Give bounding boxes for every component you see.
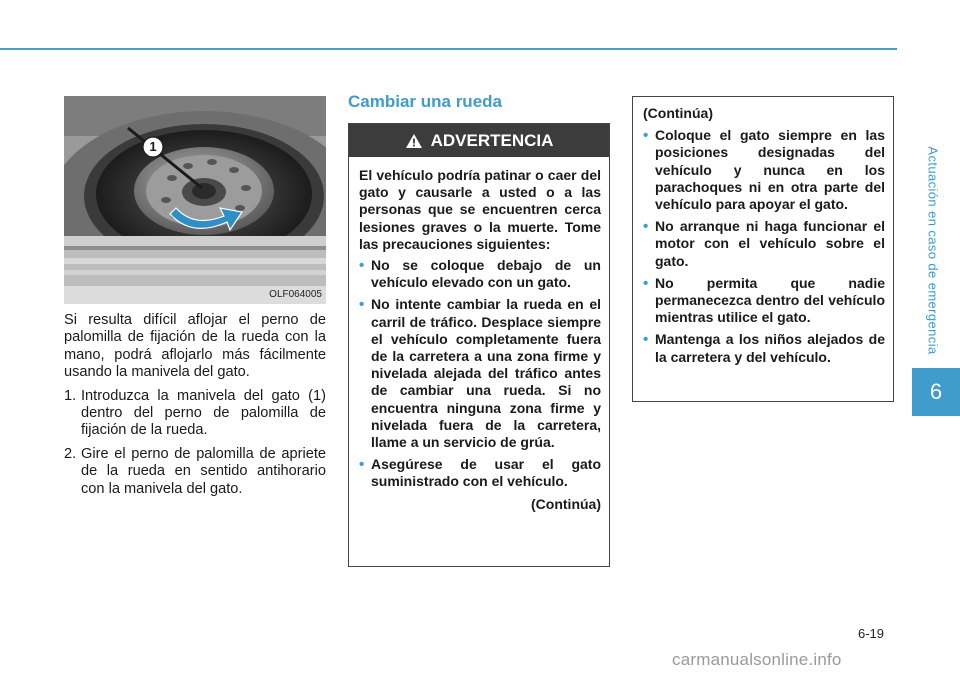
warning-bullet xyxy=(359,456,601,490)
chapter-side-title-text: Actuación en caso de emergencia xyxy=(925,145,941,355)
bullet-text: No arranque ni haga funcionar el motor con el vehículo sobre el gato. xyxy=(655,218,885,269)
bullet-dot-icon: • xyxy=(643,331,649,349)
page-number: 6-19 xyxy=(858,626,885,641)
continued-warning-box xyxy=(632,96,894,402)
step-text: Gire el perno de palomilla de apriete de la rueda en sentido antihorario con la manivela del gato. xyxy=(81,445,326,497)
top-rule xyxy=(0,48,897,50)
step-number: 2. xyxy=(64,445,77,462)
bullet-text: Asegúrese de usar el gato suministrado con el vehículo. xyxy=(371,456,601,490)
bullet-dot-icon: • xyxy=(643,274,649,292)
bullet-dot-icon: • xyxy=(643,127,649,145)
warning-triangle-icon xyxy=(405,133,423,149)
warning-bullet xyxy=(643,275,885,327)
step-number: 1. xyxy=(64,387,77,404)
warning-bullet xyxy=(643,331,885,365)
section-heading: Cambiar una rueda xyxy=(348,92,502,111)
bullet-text: Coloque el gato siempre en las posiciones designadas del vehículo y nunca en los parachoques ni en otra parte del vehículo para apoyar el gato. xyxy=(655,127,885,213)
watermark: carmanualsonline.info xyxy=(672,650,842,669)
chapter-side-title xyxy=(918,140,948,360)
bullet-text: No se coloque debajo de un vehículo elevado con un gato. xyxy=(371,257,601,291)
figure-code: OLF064005 xyxy=(64,286,326,304)
bullet-dot-icon: • xyxy=(643,218,649,236)
steps-list xyxy=(64,388,326,498)
chapter-number: 6 xyxy=(929,379,943,404)
warning-bullet xyxy=(643,127,885,213)
warning-title: ADVERTENCIA xyxy=(430,130,554,150)
warning-bullet xyxy=(359,257,601,291)
jack-handle-instructions xyxy=(64,312,326,504)
bullet-text: No intente cambiar la rueda en el carril de tráfico. Desplace siempre el vehículo completamente fuera de la carretera a una zona firme y nivelada alejada del tráfico antes de cambiar una rueda. Si no encuentra ninguna zona firme y nivelada fuera de la carretera, llame a un servicio de grúa. xyxy=(371,296,601,451)
chapter-number-tab xyxy=(912,368,960,416)
continues-label: (Continúa) xyxy=(531,495,601,512)
bullet-text: No permita que nadie permanecezca dentro del vehículo mientras utilice el gato. xyxy=(655,274,885,326)
spare-wheel-figure xyxy=(64,96,326,304)
warning-body xyxy=(349,157,609,513)
warning-box xyxy=(348,123,610,567)
intro-paragraph: Si resulta difícil aflojar el perno de palomilla de fijación de la rueda con la mano, podrá aflojarlo más fácilmente usando la manivela del gato. xyxy=(64,312,326,381)
warning-bullet xyxy=(359,296,601,451)
bullet-dot-icon: • xyxy=(359,296,365,314)
callout-number: 1 xyxy=(149,139,157,154)
continued-label: (Continúa) xyxy=(643,105,713,121)
step-item xyxy=(64,446,326,498)
warning-header xyxy=(349,124,609,157)
spare-wheel-illustration xyxy=(64,96,326,286)
warning-intro: El vehículo podría patinar o caer del gato y causarle a usted o a las personas que se encuentren cerca lesiones graves o la muerte. Tome las precauciones siguientes: xyxy=(359,167,601,252)
bullet-dot-icon: • xyxy=(359,257,365,275)
bullet-dot-icon: • xyxy=(359,456,365,474)
step-item xyxy=(64,388,326,440)
step-text: Introduzca la manivela del gato (1) dentro del perno de palomilla de fijación de la rueda. xyxy=(81,387,326,439)
bullet-text: Mantenga a los niños alejados de la carretera y del vehículo. xyxy=(655,331,885,365)
warning-bullet xyxy=(643,218,885,270)
spare-wheel-photo xyxy=(64,96,326,286)
